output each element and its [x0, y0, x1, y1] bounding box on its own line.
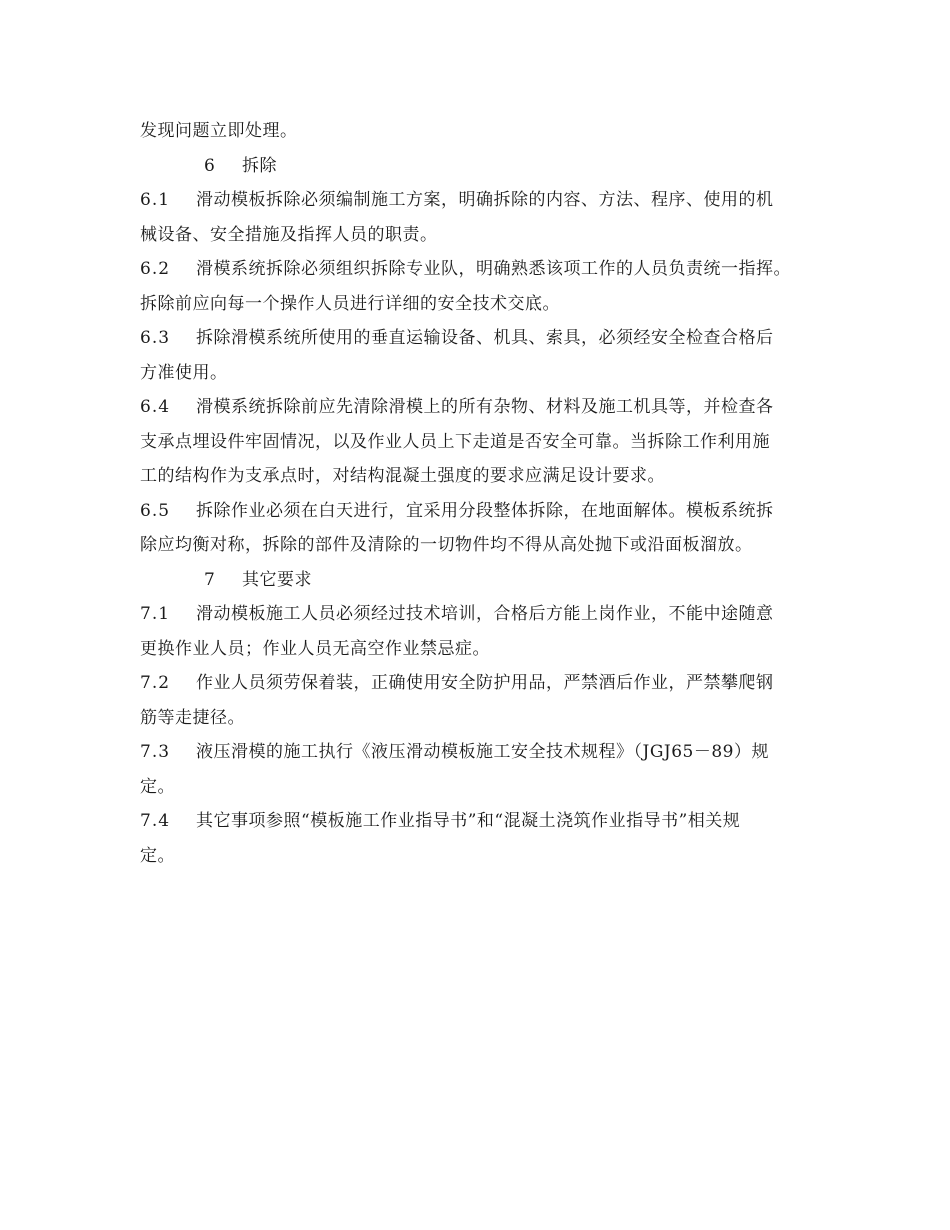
clause-number: 7.2 — [140, 673, 171, 693]
clause-text: 作业人员须劳保着装，正确使用安全防护用品，严禁酒后作业，严禁攀爬钢 — [196, 673, 774, 693]
paragraph-line: 更换作业人员；作业人员无高空作业禁忌症。 — [140, 638, 490, 659]
clause-number: 7.4 — [140, 811, 171, 831]
clause-text: 滑动模板施工人员必须经过技术培训，合格后方能上岗作业，不能中途随意 — [196, 604, 774, 624]
clause-text: 拆除滑模系统所使用的垂直运输设备、机具、索具，必须经安全检查合格后 — [196, 328, 774, 348]
clause-line — [140, 494, 830, 529]
paragraph-line: 械设备、安全措施及指挥人员的职责。 — [140, 224, 438, 245]
clause-text: 液压滑模的施工执行《液压滑动模板施工安全技术规程》（JGJ65－89）规 — [196, 742, 769, 762]
clause-number: 7.3 — [140, 742, 171, 762]
section-heading — [140, 563, 830, 598]
clause-line — [140, 321, 830, 356]
section-heading — [140, 149, 830, 184]
paragraph-line: 发现问题立即处理。 — [140, 121, 298, 141]
clause-number: 6.5 — [140, 500, 171, 521]
clause-line — [140, 597, 830, 632]
clause-line — [140, 804, 830, 839]
clause-number: 6.4 — [140, 397, 171, 417]
paragraph-line: 拆除前应向每一个操作人员进行详细的安全技术交底。 — [140, 293, 560, 314]
clause-text: 拆除作业必须在白天进行，宜采用分段整体拆除，在地面解体。模板系统拆 — [196, 500, 774, 521]
section-title: 其它要求 — [242, 569, 312, 590]
clause-number: 6.2 — [140, 259, 171, 279]
paragraph-line: 方准使用。 — [140, 362, 228, 383]
paragraph-line: 定。 — [140, 776, 175, 797]
paragraph-line: 筋等走捷径。 — [140, 707, 245, 728]
clause-number: 6.1 — [140, 190, 171, 210]
clause-number: 7.1 — [140, 604, 171, 624]
clause-text: 滑动模板拆除必须编制施工方案，明确拆除的内容、方法、程序、使用的机 — [196, 190, 774, 210]
clause-line — [140, 183, 830, 218]
section-number: 7 — [204, 569, 216, 590]
clause-line — [140, 735, 830, 770]
paragraph-line: 支承点埋设件牢固情况，以及作业人员上下走道是否安全可靠。当拆除工作利用施 — [140, 431, 770, 452]
clause-text: 其它事项参照“模板施工作业指导书”和“混凝土浇筑作业指导书”相关规 — [196, 811, 741, 831]
paragraph-line: 定。 — [140, 845, 175, 866]
clause-text: 滑模系统拆除必须组织拆除专业队，明确熟悉该项工作的人员负责统一指挥。 — [196, 259, 791, 279]
section-number: 6 — [204, 155, 216, 176]
document-body — [140, 114, 830, 873]
paragraph-line: 工的结构作为支承点时，对结构混凝土强度的要求应满足设计要求。 — [140, 466, 665, 486]
clause-number: 6.3 — [140, 328, 171, 348]
clause-line — [140, 252, 830, 287]
paragraph-line: 除应均衡对称，拆除的部件及清除的一切物件均不得从高处抛下或沿面板溜放。 — [140, 535, 753, 555]
clause-line — [140, 390, 830, 425]
clause-line — [140, 666, 830, 701]
section-title: 拆除 — [242, 155, 277, 176]
clause-text: 滑模系统拆除前应先清除滑模上的所有杂物、材料及施工机具等，并检查各 — [196, 397, 774, 417]
